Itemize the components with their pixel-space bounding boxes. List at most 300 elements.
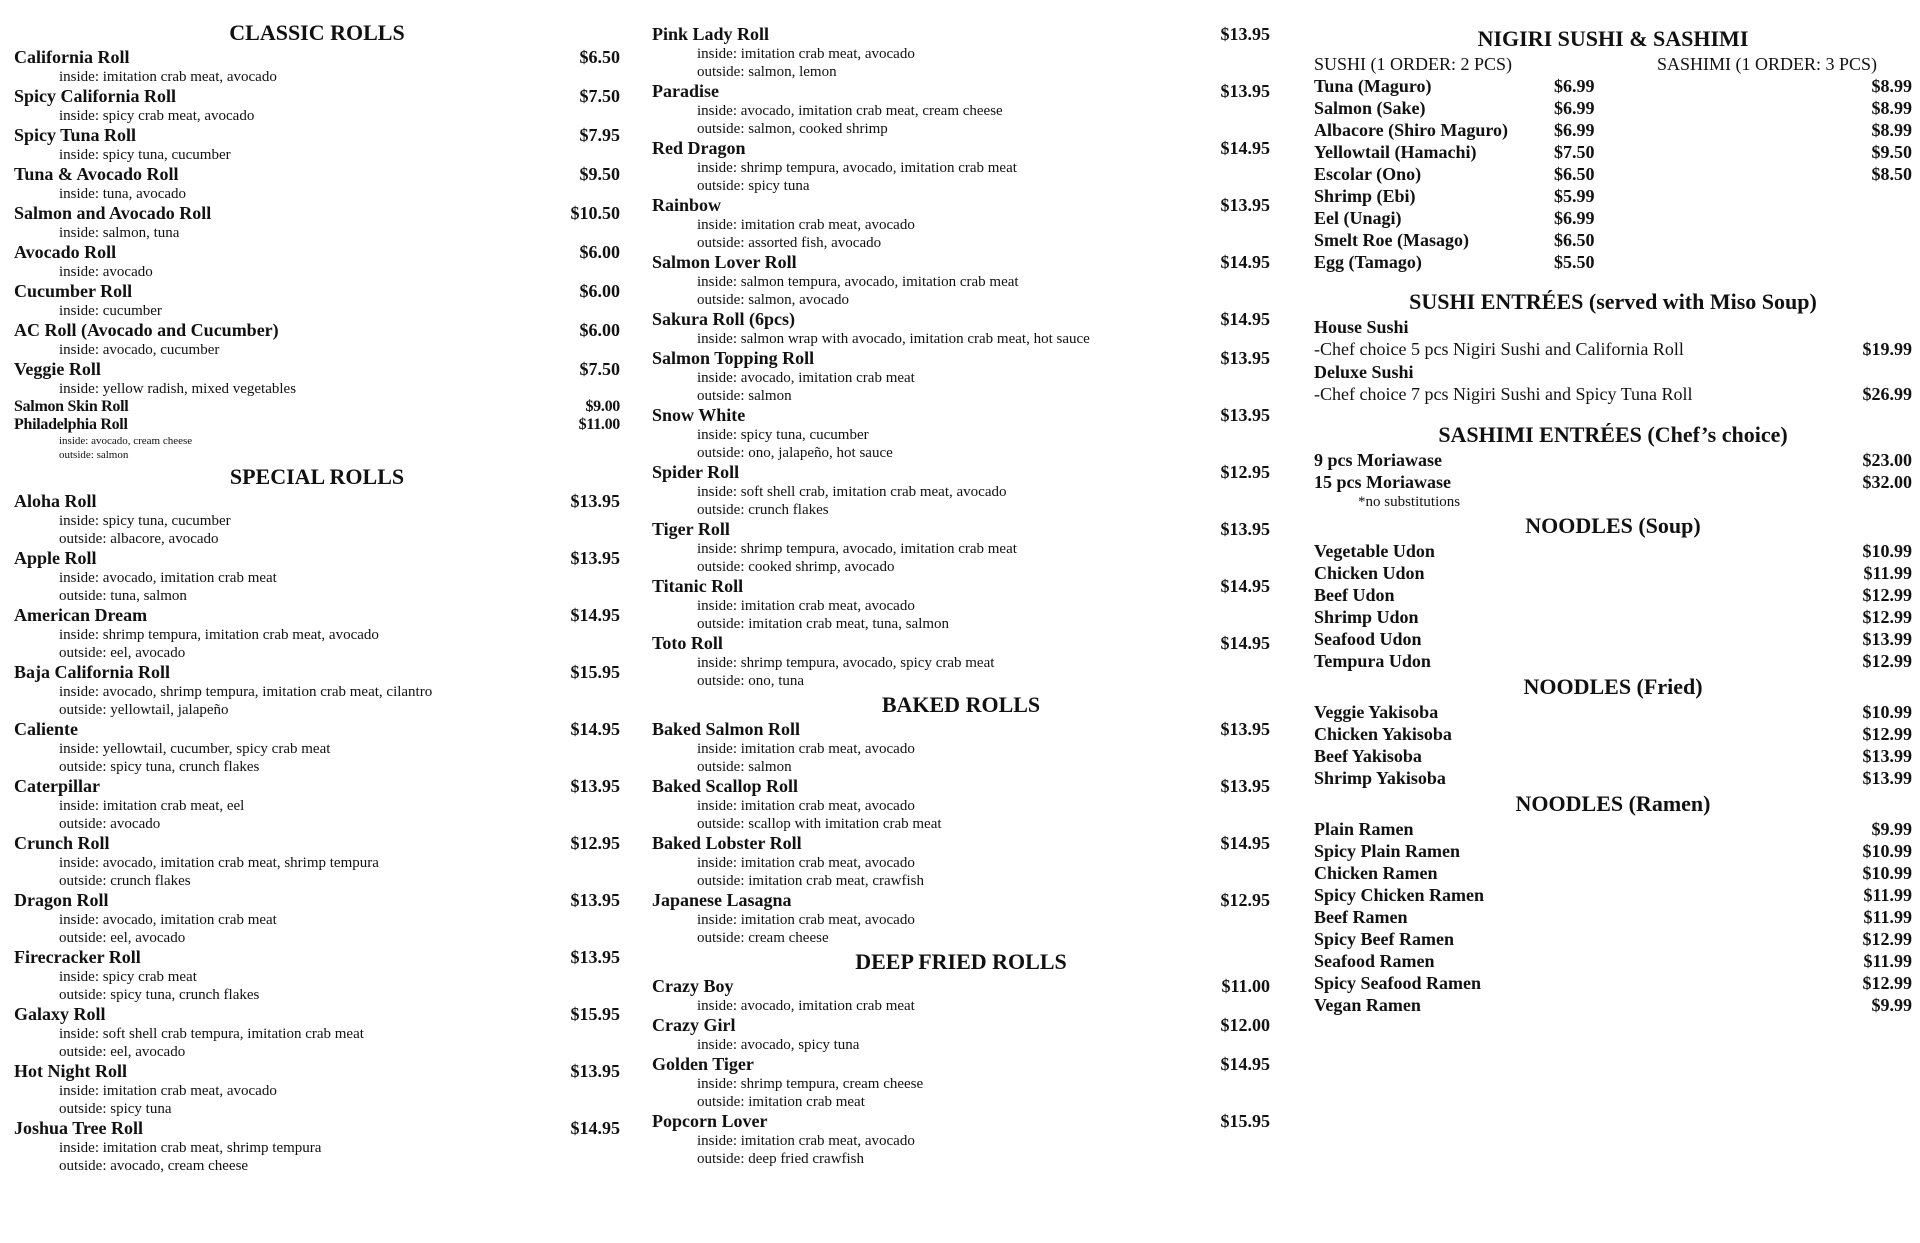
nigiri-name: Smelt Roe (Masago)	[1314, 230, 1469, 250]
menu-item-row	[1314, 972, 1912, 994]
menu-item-name: Chicken Udon	[1314, 563, 1425, 583]
menu-item-name: Beef Udon	[1314, 585, 1395, 605]
menu-item-row	[14, 1118, 620, 1139]
menu-item	[652, 405, 1270, 462]
menu-item-inside: inside: salmon tempura, avocado, imitation crab meat	[697, 274, 1019, 290]
menu-item-outside: outside: ono, tuna	[697, 673, 805, 689]
section-title: NOODLES (Fried)	[1523, 674, 1703, 699]
menu-item-inside: inside: tuna, avocado	[59, 186, 187, 202]
menu-item-inside: inside: imitation crab meat, shrimp tempura	[59, 1140, 322, 1156]
menu-item	[14, 776, 620, 833]
menu-item-price: $12.95	[1220, 462, 1270, 482]
menu-item-row	[1314, 950, 1912, 972]
menu-item-price: $11.00	[1221, 976, 1270, 996]
menu-item-name: 15 pcs Moriawase	[1314, 472, 1451, 492]
menu-item-name: Shrimp Udon	[1314, 607, 1419, 627]
menu-item-price: $12.99	[1862, 651, 1912, 671]
menu-item-name: AC Roll (Avocado and Cucumber)	[14, 320, 279, 340]
menu-item-price: $13.95	[570, 491, 620, 511]
menu-item-row	[1314, 840, 1912, 862]
menu-item-outside: outside: albacore, avocado	[59, 531, 219, 547]
menu-item-name: Hot Night Roll	[14, 1061, 128, 1081]
menu-item-row	[14, 242, 620, 263]
menu-item-row	[14, 605, 620, 626]
nigiri-name: Eel (Unagi)	[1314, 208, 1402, 228]
menu-item-inside: inside: shrimp tempura, avocado, imitation crab meat	[697, 541, 1017, 557]
menu-item-row	[652, 1111, 1270, 1132]
menu-item-row	[14, 491, 620, 512]
menu-item-name: Caterpillar	[14, 776, 100, 796]
menu-item-name: Salmon Lover Roll	[652, 252, 797, 272]
menu-item-name: Seafood Udon	[1314, 629, 1422, 649]
nigiri-row	[1314, 75, 1912, 97]
nigiri-name: Escolar (Ono)	[1314, 164, 1422, 184]
menu-item-outside: outside: spicy tuna, crunch flakes	[59, 987, 260, 1003]
nigiri-name: Albacore (Shiro Maguro)	[1314, 120, 1508, 140]
menu-item-row	[14, 47, 620, 68]
menu-item-row	[652, 776, 1270, 797]
menu-item-price: $13.95	[570, 947, 620, 967]
nigiri-row	[1314, 185, 1912, 207]
menu-item-price: $12.99	[1862, 724, 1912, 744]
menu-item-name: Crazy Girl	[652, 1015, 736, 1035]
menu-item-price: $12.00	[1220, 1015, 1270, 1035]
menu-item-outside: outside: salmon	[697, 759, 792, 775]
menu-item-row	[652, 976, 1270, 997]
menu-item-inside: inside: cucumber	[59, 303, 162, 319]
menu-item-inside: inside: salmon wrap with avocado, imitation crab meat, hot sauce	[697, 331, 1090, 347]
menu-item-price: $12.99	[1862, 929, 1912, 949]
nigiri-sushi-price: $6.50	[1554, 230, 1595, 250]
menu-item-name: Firecracker Roll	[14, 947, 141, 967]
menu-item-inside: inside: imitation crab meat, avocado	[59, 1083, 277, 1099]
menu-item	[14, 890, 620, 947]
menu-item-price: $7.50	[579, 359, 620, 379]
menu-item-row	[1314, 928, 1912, 950]
menu-item-name: Avocado Roll	[14, 242, 117, 262]
menu-item-row	[652, 719, 1270, 740]
menu-item	[652, 776, 1270, 833]
menu-item	[652, 719, 1270, 776]
menu-item-inside: inside: shrimp tempura, cream cheese	[697, 1076, 924, 1092]
menu-item-name: Toto Roll	[652, 633, 723, 653]
entree-price: $26.99	[1862, 384, 1912, 404]
menu-item-outside: outside: imitation crab meat, tuna, salmon	[697, 616, 950, 632]
nigiri-row	[1314, 141, 1912, 163]
menu-item	[652, 24, 1270, 81]
menu-item-name: Baked Scallop Roll	[652, 776, 799, 796]
menu-item-price: $13.95	[1220, 81, 1270, 101]
menu-item-inside: inside: spicy tuna, cucumber	[697, 427, 869, 443]
menu-item-row	[14, 548, 620, 569]
nigiri-name: Shrimp (Ebi)	[1314, 186, 1416, 206]
menu-item-outside: outside: salmon	[59, 449, 129, 461]
menu-item-row	[1314, 584, 1912, 606]
menu-item-price: $12.95	[570, 833, 620, 853]
menu-item-price: $13.95	[1220, 405, 1270, 425]
menu-item-name: Spider Roll	[652, 462, 740, 482]
menu-item-outside: outside: ono, jalapeño, hot sauce	[697, 445, 893, 461]
menu-item	[652, 462, 1270, 519]
menu-item-price: $13.95	[1220, 348, 1270, 368]
menu-item-name: Vegan Ramen	[1314, 995, 1421, 1015]
menu-item-price: $14.95	[1220, 138, 1270, 158]
nigiri-sashimi-price	[1844, 207, 1912, 229]
menu-item-name: Spicy California Roll	[14, 86, 177, 106]
menu-item-price: $13.95	[570, 890, 620, 910]
menu-item-outside: outside: salmon, avocado	[697, 292, 850, 308]
menu-item	[14, 164, 620, 203]
menu-item-name: Aloha Roll	[14, 491, 97, 511]
nigiri-sashimi-price: $9.50	[1871, 142, 1912, 162]
menu-item-price: $13.95	[1220, 24, 1270, 44]
menu-item-row	[14, 662, 620, 683]
menu-item-price: $11.99	[1863, 907, 1912, 927]
menu-item-outside: outside: cooked shrimp, avocado	[697, 559, 895, 575]
menu-item-price: $14.95	[1220, 576, 1270, 596]
menu-item-price: $12.99	[1862, 585, 1912, 605]
menu-item-price: $13.95	[1220, 519, 1270, 539]
menu-item-outside: outside: eel, avocado	[59, 1044, 186, 1060]
menu-item	[652, 81, 1270, 138]
entree-row	[1314, 383, 1912, 406]
menu-item-inside: inside: avocado, cucumber	[59, 342, 220, 358]
nigiri-row	[1314, 251, 1912, 273]
menu-item-row	[14, 125, 620, 146]
menu-item-inside: inside: salmon, tuna	[59, 225, 180, 241]
menu-item-name: Galaxy Roll	[14, 1004, 106, 1024]
menu-item-inside: inside: soft shell crab, imitation crab meat, avocado	[697, 484, 1007, 500]
menu-item-name: Dragon Roll	[14, 890, 109, 910]
menu-item-price: $15.95	[570, 662, 620, 682]
menu-item-price: $10.99	[1862, 702, 1912, 722]
menu-item	[14, 86, 620, 125]
menu-item-row	[1314, 906, 1912, 928]
nigiri-header	[1314, 53, 1912, 75]
menu-item-price: $10.99	[1862, 841, 1912, 861]
menu-item-row	[652, 348, 1270, 369]
menu-item-outside: outside: avocado	[59, 816, 161, 832]
menu-item-inside: inside: imitation crab meat, avocado	[697, 217, 915, 233]
menu-item-price: $13.99	[1862, 746, 1912, 766]
menu-item-price: $14.95	[570, 605, 620, 625]
menu-item-outside: outside: crunch flakes	[59, 873, 191, 889]
menu-item-inside: inside: imitation crab meat, avocado	[697, 798, 915, 814]
spacer	[1314, 18, 1912, 24]
nigiri-sushi-price: $5.50	[1554, 252, 1595, 272]
entree-desc: -Chef choice 7 pcs Nigiri Sushi and Spicy Tuna Roll	[1314, 384, 1693, 404]
menu-item-outside: outside: salmon, lemon	[697, 64, 837, 80]
menu-item-inside: inside: yellow radish, mixed vegetables	[59, 381, 297, 397]
menu-item-inside: inside: avocado, shrimp tempura, imitation crab meat, cilantro	[59, 684, 433, 700]
menu-item-row	[652, 462, 1270, 483]
menu-item-inside: inside: avocado, imitation crab meat, cream cheese	[697, 103, 1003, 119]
menu-item-row	[1314, 562, 1912, 584]
menu-item	[14, 320, 620, 359]
menu-item-price: $32.00	[1862, 472, 1912, 492]
menu-item-price: $6.00	[579, 320, 620, 340]
menu-item-name: Paradise	[652, 81, 719, 101]
nigiri-row	[1314, 229, 1912, 251]
menu-item	[14, 605, 620, 662]
menu-column-1	[14, 18, 620, 1175]
menu-item-price: $9.50	[579, 164, 620, 184]
menu-item-row	[14, 1061, 620, 1082]
menu-item-price: $14.95	[570, 719, 620, 739]
section-title: SASHIMI ENTRÉES (Chef’s choice)	[1438, 422, 1788, 447]
menu-item	[14, 491, 620, 548]
nigiri-sashimi-price: $8.99	[1871, 120, 1912, 140]
menu-item-price: $13.95	[570, 776, 620, 796]
menu-item-price: $11.00	[578, 416, 620, 433]
section-title: SPECIAL ROLLS	[229, 464, 405, 489]
menu-item-row	[14, 1004, 620, 1025]
menu-item-name: Chicken Yakisoba	[1314, 724, 1452, 744]
menu-item-row	[652, 195, 1270, 216]
menu-item-name: Philadelphia Roll	[14, 416, 128, 433]
menu-item-price: $13.95	[1220, 195, 1270, 215]
nigiri-name: Yellowtail (Hamachi)	[1314, 142, 1477, 162]
menu-item-name: Salmon Skin Roll	[14, 398, 129, 415]
nigiri-sashimi-price: $8.99	[1871, 98, 1912, 118]
menu-item-inside: inside: avocado, imitation crab meat	[59, 912, 277, 928]
menu-item	[14, 548, 620, 605]
nigiri-sashimi-price: $8.99	[1871, 76, 1912, 96]
menu-item-price: $9.99	[1871, 819, 1912, 839]
menu-item-outside: outside: salmon	[697, 388, 792, 404]
menu-item-price: $13.99	[1862, 629, 1912, 649]
menu-item-outside: outside: spicy tuna, crunch flakes	[59, 759, 260, 775]
menu-item-row	[1314, 650, 1912, 672]
menu-item-row	[652, 309, 1270, 330]
menu-item-price: $13.95	[1220, 776, 1270, 796]
menu-item-inside: inside: imitation crab meat, avocado	[697, 598, 915, 614]
menu-item-outside: outside: avocado, cream cheese	[59, 1158, 249, 1174]
menu-item-row	[14, 719, 620, 740]
menu-item	[14, 242, 620, 281]
menu-item-name: Spicy Chicken Ramen	[1314, 885, 1485, 905]
menu-item	[14, 125, 620, 164]
menu-item-row	[1314, 818, 1912, 840]
menu-item-inside: inside: spicy tuna, cucumber	[59, 513, 231, 529]
menu-item-inside: inside: soft shell crab tempura, imitation crab meat	[59, 1026, 364, 1042]
menu-item	[652, 252, 1270, 309]
menu-item	[14, 398, 620, 416]
menu-item-outside: outside: salmon, cooked shrimp	[697, 121, 888, 137]
menu-item-inside: inside: imitation crab meat, avocado	[697, 912, 915, 928]
menu-item-row	[1314, 723, 1912, 745]
section-title: NOODLES (Ramen)	[1515, 791, 1711, 816]
nigiri-sashimi-price	[1844, 229, 1912, 251]
menu-item-price: $14.95	[1220, 833, 1270, 853]
menu-item-price: $13.95	[570, 1061, 620, 1081]
menu-item-name: Spicy Tuna Roll	[14, 125, 137, 145]
menu-item	[14, 947, 620, 1004]
menu-item-price: $12.99	[1862, 973, 1912, 993]
menu-item	[652, 138, 1270, 195]
menu-item-outside: outside: eel, avocado	[59, 645, 186, 661]
menu-column-3	[1314, 18, 1912, 1016]
menu-item-price: $10.50	[570, 203, 620, 223]
menu-item-inside: inside: shrimp tempura, avocado, spicy crab meat	[697, 655, 995, 671]
menu-item	[14, 203, 620, 242]
menu-item-name: Beef Ramen	[1314, 907, 1408, 927]
menu-item-row	[14, 320, 620, 341]
sashimi-header: SASHIMI (1 ORDER: 3 PCS)	[1657, 54, 1878, 74]
menu-item-row	[652, 633, 1270, 654]
menu-item-row	[14, 203, 620, 224]
compact-items	[14, 398, 620, 462]
menu-item-inside: inside: avocado, imitation crab meat	[697, 370, 915, 386]
menu-item-price: $11.99	[1863, 885, 1912, 905]
menu-item-outside: outside: eel, avocado	[59, 930, 186, 946]
menu-item-name: Salmon and Avocado Roll	[14, 203, 212, 223]
menu-item-row	[14, 164, 620, 185]
menu-item-name: Plain Ramen	[1314, 819, 1414, 839]
menu-item-name: Baked Lobster Roll	[652, 833, 802, 853]
menu-item-row	[652, 24, 1270, 45]
menu-item-inside: inside: yellowtail, cucumber, spicy crab meat	[59, 741, 331, 757]
menu-item	[652, 833, 1270, 890]
menu-item-price: $13.95	[1220, 719, 1270, 739]
menu-item-inside: inside: imitation crab meat, avocado	[697, 855, 915, 871]
nigiri-sushi-price: $6.50	[1554, 164, 1595, 184]
menu-item	[652, 890, 1270, 947]
menu-item-inside: inside: shrimp tempura, avocado, imitation crab meat	[697, 160, 1017, 176]
menu-item-name: Baked Salmon Roll	[652, 719, 801, 739]
menu-item-inside: inside: avocado, imitation crab meat, shrimp tempura	[59, 855, 379, 871]
menu-item-row	[1314, 606, 1912, 628]
menu-item-name: Tempura Udon	[1314, 651, 1431, 671]
menu-item-price: $14.95	[1220, 1054, 1270, 1074]
menu-item-name: Salmon Topping Roll	[652, 348, 815, 368]
menu-item-outside: outside: crunch flakes	[697, 502, 829, 518]
menu-item-outside: outside: yellowtail, jalapeño	[59, 702, 229, 718]
menu-item-name: Golden Tiger	[652, 1054, 754, 1074]
menu-item-price: $12.99	[1862, 607, 1912, 627]
menu-item-row	[652, 519, 1270, 540]
nigiri-name: Tuna (Maguro)	[1314, 76, 1432, 96]
menu-item-name: Seafood Ramen	[1314, 951, 1435, 971]
menu-item-row	[14, 833, 620, 854]
menu-item-name: Apple Roll	[14, 548, 97, 568]
menu-item-name: Popcorn Lover	[652, 1111, 768, 1131]
menu-item-price: $23.00	[1862, 450, 1912, 470]
menu-item	[652, 309, 1270, 348]
menu-item-inside: inside: imitation crab meat, avocado	[697, 1133, 915, 1149]
nigiri-sashimi-price	[1844, 251, 1912, 273]
menu-item-row	[652, 81, 1270, 102]
nigiri-sushi-price: $6.99	[1554, 76, 1595, 96]
menu-item	[14, 1004, 620, 1061]
menu-item	[14, 1061, 620, 1118]
menu-item-row	[652, 138, 1270, 159]
menu-item-inside: inside: imitation crab meat, avocado	[697, 741, 915, 757]
menu-item-row	[1314, 994, 1912, 1016]
menu-item-row	[14, 416, 620, 434]
menu-item-outside: outside: spicy tuna	[59, 1101, 172, 1117]
menu-item-outside: outside: imitation crab meat	[697, 1094, 865, 1110]
menu-item	[14, 1118, 620, 1175]
menu-item-name: Caliente	[14, 719, 78, 739]
nigiri-row	[1314, 97, 1912, 119]
menu-item-name: Tiger Roll	[652, 519, 730, 539]
spacer	[1314, 406, 1912, 420]
nigiri-sushi-price: $7.50	[1554, 142, 1595, 162]
menu-item	[652, 1054, 1270, 1111]
menu-item-inside: inside: shrimp tempura, imitation crab meat, avocado	[59, 627, 379, 643]
nigiri-name: Egg (Tamago)	[1314, 252, 1422, 272]
menu-item-name: Chicken Ramen	[1314, 863, 1438, 883]
menu-item-row	[14, 890, 620, 911]
menu-item	[14, 281, 620, 320]
nigiri-row	[1314, 163, 1912, 185]
menu-item-name: Sakura Roll (6pcs)	[652, 309, 796, 329]
menu-item-row	[1314, 745, 1912, 767]
menu-item-row	[1314, 449, 1912, 471]
menu-item-row	[652, 576, 1270, 597]
entree-name: House Sushi	[1314, 317, 1409, 337]
menu-item-inside: inside: avocado, imitation crab meat	[59, 570, 277, 586]
section-title: SUSHI ENTRÉES (served with Miso Soup)	[1409, 289, 1817, 314]
menu-item-inside: inside: avocado, cream cheese	[59, 435, 193, 447]
menu-item-outside: outside: deep fried crawfish	[697, 1151, 865, 1167]
menu-item-price: $14.95	[1220, 633, 1270, 653]
menu-item-inside: inside: avocado, spicy tuna	[697, 1037, 860, 1053]
menu-item-name: Spicy Seafood Ramen	[1314, 973, 1482, 993]
entree-row	[1314, 338, 1912, 361]
menu-item	[14, 662, 620, 719]
menu-item-name: Shrimp Yakisoba	[1314, 768, 1446, 788]
section-title: CLASSIC ROLLS	[229, 20, 405, 45]
menu-item-name: Veggie Yakisoba	[1314, 702, 1439, 722]
menu-item-outside: outside: assorted fish, avocado	[697, 235, 882, 251]
menu-item-name: Japanese Lasagna	[652, 890, 792, 910]
menu-item-inside: inside: imitation crab meat, avocado	[697, 46, 915, 62]
menu-item-name: Spicy Beef Ramen	[1314, 929, 1454, 949]
menu-item-price: $14.95	[1220, 309, 1270, 329]
menu-item-row	[1314, 540, 1912, 562]
menu-item-row	[1314, 701, 1912, 723]
menu-column-2	[652, 18, 1270, 1168]
menu-item-name: Veggie Roll	[14, 359, 101, 379]
no-substitutions-note: *no substitutions	[1358, 494, 1461, 510]
menu-item-price: $11.99	[1863, 563, 1912, 583]
menu-item	[652, 1111, 1270, 1168]
menu-item-name: Baja California Roll	[14, 662, 170, 682]
menu-item-outside: outside: imitation crab meat, crawfish	[697, 873, 925, 889]
menu-item-name: Joshua Tree Roll	[14, 1118, 144, 1138]
nigiri-sashimi-price: $8.50	[1871, 164, 1912, 184]
menu-item-row	[1314, 884, 1912, 906]
nigiri-sushi-price: $5.99	[1554, 186, 1595, 206]
nigiri-sushi-price: $6.99	[1554, 98, 1595, 118]
menu-item-name: Titanic Roll	[652, 576, 744, 596]
menu-item-row	[652, 1054, 1270, 1075]
menu-item-row	[14, 281, 620, 302]
menu-item-row	[652, 890, 1270, 911]
menu-item-price: $14.95	[570, 1118, 620, 1138]
menu-item-inside: inside: spicy crab meat, avocado	[59, 108, 255, 124]
menu-item-outside: outside: cream cheese	[697, 930, 829, 946]
menu-item-name: Pink Lady Roll	[652, 24, 770, 44]
menu-item	[14, 719, 620, 776]
menu-item-price: $12.95	[1220, 890, 1270, 910]
menu-item-row	[1314, 471, 1912, 493]
nigiri-row	[1314, 119, 1912, 141]
menu-item-inside: inside: spicy crab meat	[59, 969, 197, 985]
menu-item-price: $10.99	[1862, 863, 1912, 883]
